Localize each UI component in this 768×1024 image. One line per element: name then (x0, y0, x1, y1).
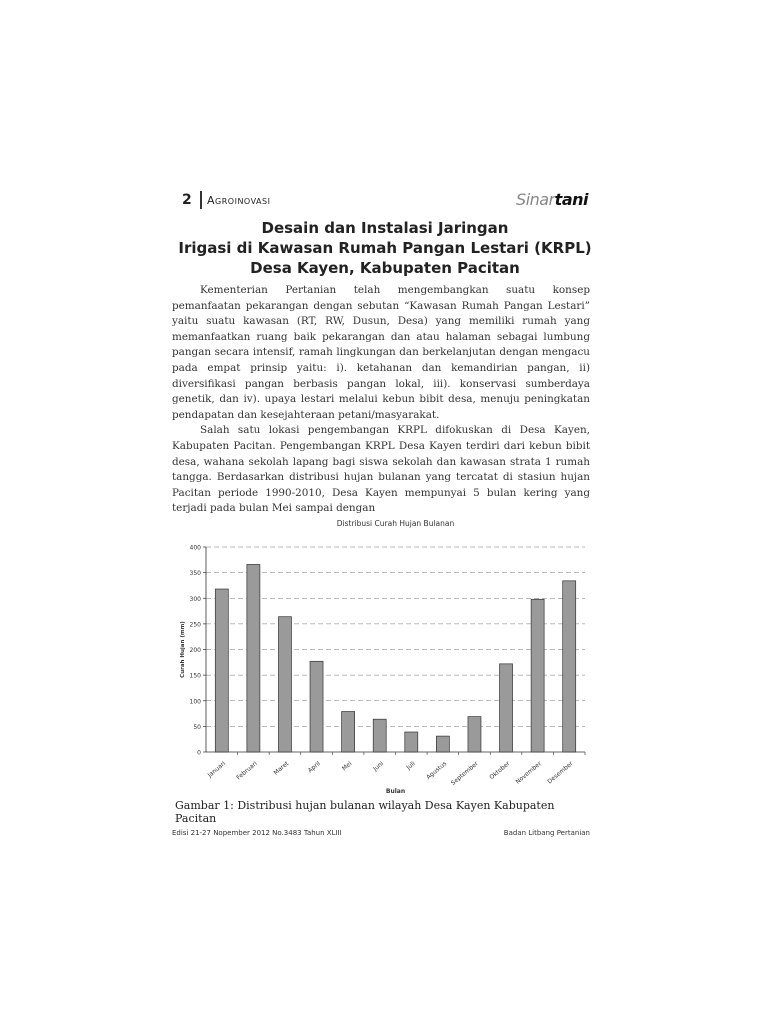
footer-edition: Edisi 21-27 Nopember 2012 No.3483 Tahun XLIII (172, 829, 342, 837)
article-title (170, 218, 600, 278)
chart-title: Distribusi Curah Hujan Bulanan (336, 519, 455, 528)
y-tick-label: 150 (189, 672, 201, 680)
bar-agustus (436, 736, 449, 752)
article-body (172, 283, 590, 517)
header-divider (200, 191, 202, 209)
x-tick-label: April (306, 760, 322, 775)
bar-mei (342, 712, 355, 752)
page-header (180, 190, 590, 212)
figure-caption: Gambar 1: Distribusi hujan bulanan wilayah Desa Kayen Kabupaten Pacitan (175, 799, 555, 825)
y-tick-label: 0 (197, 749, 201, 757)
bar-februari (247, 564, 260, 752)
bar-januari (215, 589, 228, 752)
footer-publisher: Badan Litbang Pertanian (503, 829, 590, 837)
y-tick-label: 50 (193, 723, 201, 731)
rainfall-chart (170, 515, 600, 800)
x-tick-label: Februari (235, 760, 259, 782)
x-tick-label: Januari (206, 760, 228, 779)
title-line: Desain dan Instalasi Jaringan (261, 219, 509, 237)
bar-november (531, 599, 544, 752)
x-tick-label: Agustus (425, 760, 449, 782)
paragraph: Kementerian Pertanian telah mengembangkan suatu konsep pemanfaatan pekarangan dengan sebutan “Kawasan Rumah Pangan Lestari” yaitu suatu kawasan (RT, RW, Dusun, Desa) yang memiliki rumah yang memanfaatkan ruang baik pekarangan dan atau halaman sebagai lumbung pangan secara intensif, ramah lingkungan dan berkelanjutan dengan mengacu pada empat prinsip yaitu: i). ketahanan dan kemandirian pangan, ii) diversifikasi pangan berbasis pangan lokal, iii). konservasi sumberdaya genetik, dan iv). upaya lestari melalui kebun bibit desa, menuju peningkatan pendapatan dan kesejahteraan petani/masyarakat. (172, 284, 590, 421)
bar-juni (373, 719, 386, 752)
x-tick-label: November (514, 760, 543, 786)
brand-logo (516, 190, 588, 209)
x-tick-label: September (449, 760, 480, 787)
y-tick-label: 100 (189, 698, 201, 706)
x-tick-label: Juli (405, 760, 417, 772)
bar-april (310, 661, 323, 752)
x-tick-label: Juni (372, 760, 385, 773)
bar-oktober (500, 664, 513, 752)
y-tick-label: 400 (189, 544, 201, 552)
brand-logo-part2: tani (554, 190, 588, 209)
bar-maret (278, 617, 291, 752)
bar-september (468, 717, 481, 752)
y-tick-label: 300 (189, 595, 201, 603)
y-tick-label: 350 (189, 570, 201, 578)
bar-desember (563, 581, 576, 752)
y-tick-label: 200 (189, 647, 201, 654)
x-tick-label: Maret (272, 760, 291, 777)
page-number: 2 (182, 192, 192, 208)
paragraph: Salah satu lokasi pengembangan KRPL difokuskan di Desa Kayen, Kabupaten Pacitan. Pengembangan KRPL Desa Kayen terdiri dari kebun bibit desa, wahana sekolah lapang bagi siswa sekolah dan kawasan strata 1 rumah tangga. Berdasarkan distribusi hujan bulanan yang tercatat di stasiun hujan Pacitan periode 1990-2010, Desa Kayen mempunyai 5 bulan kering yang terjadi pada bulan Mei sampai dengan (172, 424, 590, 515)
section-label: Agroinovasi (207, 194, 271, 207)
x-axis-label: Bulan (385, 788, 406, 795)
y-tick-label: 250 (189, 621, 201, 629)
title-line: Irigasi di Kawasan Rumah Pangan Lestari (KRPL) (178, 239, 592, 257)
x-tick-label: Mei (340, 760, 354, 773)
x-tick-label: Desember (546, 760, 575, 786)
title-line: Desa Kayen, Kabupaten Pacitan (250, 259, 520, 277)
y-axis-label: Curah Hujan (mm) (180, 621, 186, 678)
bar-juli (405, 732, 418, 752)
brand-logo-part1: Sinar (516, 190, 555, 209)
x-tick-label: Oktober (488, 760, 512, 782)
